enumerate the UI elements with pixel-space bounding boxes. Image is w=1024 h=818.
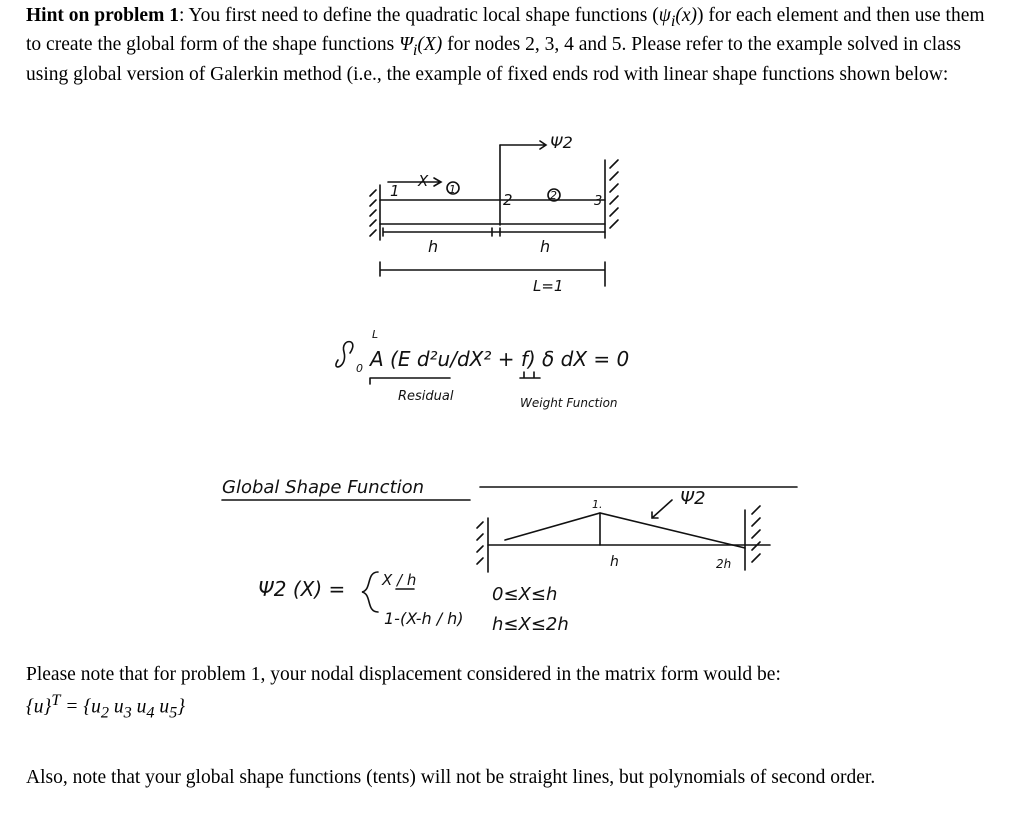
node-1-label: 1 xyxy=(390,182,400,200)
right-fixed-support xyxy=(605,160,618,238)
integral-lower-limit: 0 xyxy=(356,362,363,375)
displacement-vector xyxy=(26,688,1001,725)
u5: u xyxy=(159,696,170,717)
u5-sub: 5 xyxy=(169,702,178,721)
left-fixed-support xyxy=(370,185,380,240)
vector-transpose: T xyxy=(51,690,61,709)
vector-equals: = xyxy=(60,696,84,717)
hint-text-1: : You first need to define the quadratic local shape functions ( xyxy=(178,5,659,26)
u4-sub: 4 xyxy=(146,702,155,721)
tick-2h-label: 2h xyxy=(716,557,732,571)
node-3-label: 3 xyxy=(594,194,603,209)
psi-local-sub: i xyxy=(670,11,676,30)
u3: u xyxy=(113,696,124,717)
psi2-definition-lhs: Ψ2 (X) = xyxy=(258,577,346,601)
case-2-expression: 1-(X-h / h) xyxy=(384,609,464,628)
u3-sub: 3 xyxy=(123,702,132,721)
element-1-label: 1 xyxy=(449,183,456,196)
psi2-pointer-arrow xyxy=(652,500,672,518)
peak-value-label: 1. xyxy=(592,498,603,511)
psi-local-arg: (x) xyxy=(675,5,698,26)
residual-bracket xyxy=(370,378,450,384)
case-1-range: 0≤X≤h xyxy=(492,584,558,605)
psi2-arrow xyxy=(500,141,546,149)
psi-global: Ψ xyxy=(399,34,413,56)
vector-open: { xyxy=(83,696,92,717)
note-paragraph xyxy=(26,663,1001,724)
note-text: Please note that for problem 1, your nodal displacement considered in the matrix form would be: xyxy=(26,664,781,685)
plot-left-support xyxy=(477,518,488,572)
vector-close: } xyxy=(177,696,186,717)
u2: u xyxy=(91,696,101,717)
integral-sign xyxy=(336,342,353,367)
length-label: L=1 xyxy=(533,277,564,295)
psi-global-arg: (X) xyxy=(417,34,443,56)
galerkin-equation: A (E d²u/dX² + f) δ dX = 0 xyxy=(370,347,630,371)
node-2-label: 2 xyxy=(503,191,513,209)
piecewise-brace xyxy=(362,572,378,612)
case-1-expression: X / h xyxy=(382,571,417,589)
u4: u xyxy=(136,696,147,717)
psi2-tent-line xyxy=(505,513,745,548)
plot-right-support xyxy=(745,506,760,570)
integral-upper-limit: L xyxy=(372,328,379,341)
hint-label: Hint on problem 1 xyxy=(26,5,179,26)
global-shape-function-title: Global Shape Function xyxy=(222,477,425,498)
case-2-range: h≤X≤2h xyxy=(492,614,569,635)
hint-text-3: for nodes 2, 3, 4 and 5. Please refer to the example solved in class using global version of Galerkin method (i.e., the example of fixed ends rod with linear shape functions shown below: xyxy=(26,34,962,85)
psi-local: ψ xyxy=(658,5,671,26)
weight-function-label: Weight Function xyxy=(520,396,618,410)
psi-global-sub: i xyxy=(412,41,418,60)
x-axis-label: X xyxy=(418,172,429,190)
weight-bracket xyxy=(520,372,540,378)
tick-h-label: h xyxy=(610,554,619,570)
h-left-label: h xyxy=(428,237,439,256)
psi2-plot-label: Ψ2 xyxy=(680,488,706,509)
psi2-top-label: Ψ2 xyxy=(550,133,573,152)
hint-text-2: ) for each element and then use them to create the global form of the shape functions xyxy=(26,5,985,56)
residual-label: Residual xyxy=(398,389,454,404)
vector-lhs: {u} xyxy=(26,696,52,717)
dimension-L-line xyxy=(380,262,605,286)
dimension-h-line xyxy=(383,228,605,236)
u2-sub: 2 xyxy=(100,702,110,721)
h-right-label: h xyxy=(540,237,551,256)
note2-paragraph: Also, note that your global shape functions (tents) will not be straight lines, but polynomials of second order. xyxy=(26,767,876,788)
element-2-label: 2 xyxy=(550,189,557,202)
